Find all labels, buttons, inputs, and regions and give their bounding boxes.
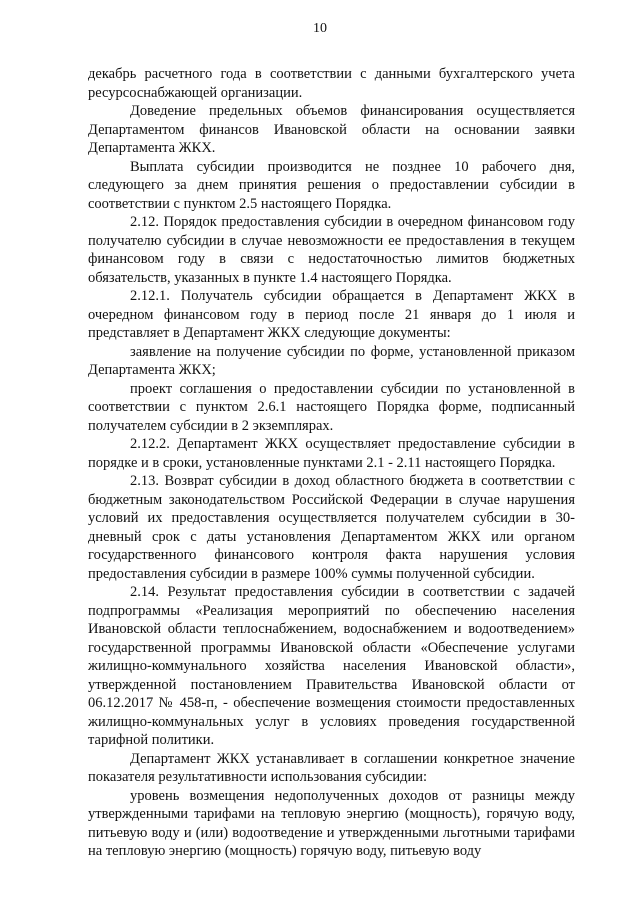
document-body <box>88 65 575 861</box>
page-number: 10 <box>313 21 327 36</box>
paragraph: заявление на получение субсидии по форме, установленной приказом Департамента ЖКХ; <box>88 343 575 378</box>
paragraph: 2.12. Порядок предоставления субсидии в очередном финансовом году получателю субсидии в случае невозможности ее предоставления в текущем финансовом году в связи с недостаточностью лимитов бюджетных обязательств, указанных в пункте 1.4 настоящего Порядка. <box>88 214 575 286</box>
paragraph: 2.12.1. Получатель субсидии обращается в Департамент ЖКХ в очередном финансовом году в период после 21 января до 1 июля и представляет в Департамент ЖКХ следующие документы: <box>88 288 575 341</box>
paragraph: проект соглашения о предоставлении субсидии по установленной в соответствии с пунктом 2.6.1 настоящего Порядка форме, подписанный получателем субсидии в 2 экземплярах. <box>88 380 575 434</box>
paragraph: уровень возмещения недополученных доходов от разницы между утвержденными тарифами на тепловую энергию (мощность), горячую воду, питьевую воду и (или) водоотведение и утвержденными льготными тарифами на тепловую энергию (мощность) горячую воду, питьевую воду <box>88 787 575 859</box>
paragraph: Доведение предельных объемов финансирования осуществляется Департаментом финансов Ивановской области на основании заявки Департамента ЖКХ. <box>88 103 575 156</box>
paragraph: 2.14. Результат предоставления субсидии в соответствии с задачей подпрограммы «Реализация мероприятий по обеспечению населения Ивановской области теплоснабжением, водоснабжением и водоотведением» государственной программы Ивановской области «Обеспечение услугами жилищно-коммунального хозяйства населения Ивановской области», утвержденной постановлением Правительства Ивановской области от 06.12.2017 № 458-п, - обеспечение возмещения стоимости предоставленных жилищно-коммунальных услуг в условиях проведения государственной тарифной политики. <box>88 584 575 748</box>
paragraph: Выплата субсидии производится не позднее 10 рабочего дня, следующего за днем принятия решения о предоставлении субсидии в соответствии с пунктом 2.5 настоящего Порядка. <box>88 158 575 212</box>
paragraph: декабрь расчетного года в соответствии с данными бухгалтерского учета ресурсоснабжающей организации. <box>88 66 575 101</box>
paragraph: 2.12.2. Департамент ЖКХ осуществляет предоставление субсидии в порядке и в сроки, установленные пунктами 2.1 - 2.11 настоящего Порядка. <box>88 436 575 471</box>
paragraph: 2.13. Возврат субсидии в доход областного бюджета в соответствии с бюджетным законодательством Российской Федерации в случае нарушения условий их предоставления осуществляется получателем субсидии в 30-дневный срок с даты установления Департаментом ЖКХ или органом государственного финансового контроля факта нарушения условия предоставления субсидии в размере 100% суммы полученной субсидии. <box>88 473 575 582</box>
paragraph: Департамент ЖКХ устанавливает в соглашении конкретное значение показателя результативности использования субсидии: <box>88 750 575 785</box>
